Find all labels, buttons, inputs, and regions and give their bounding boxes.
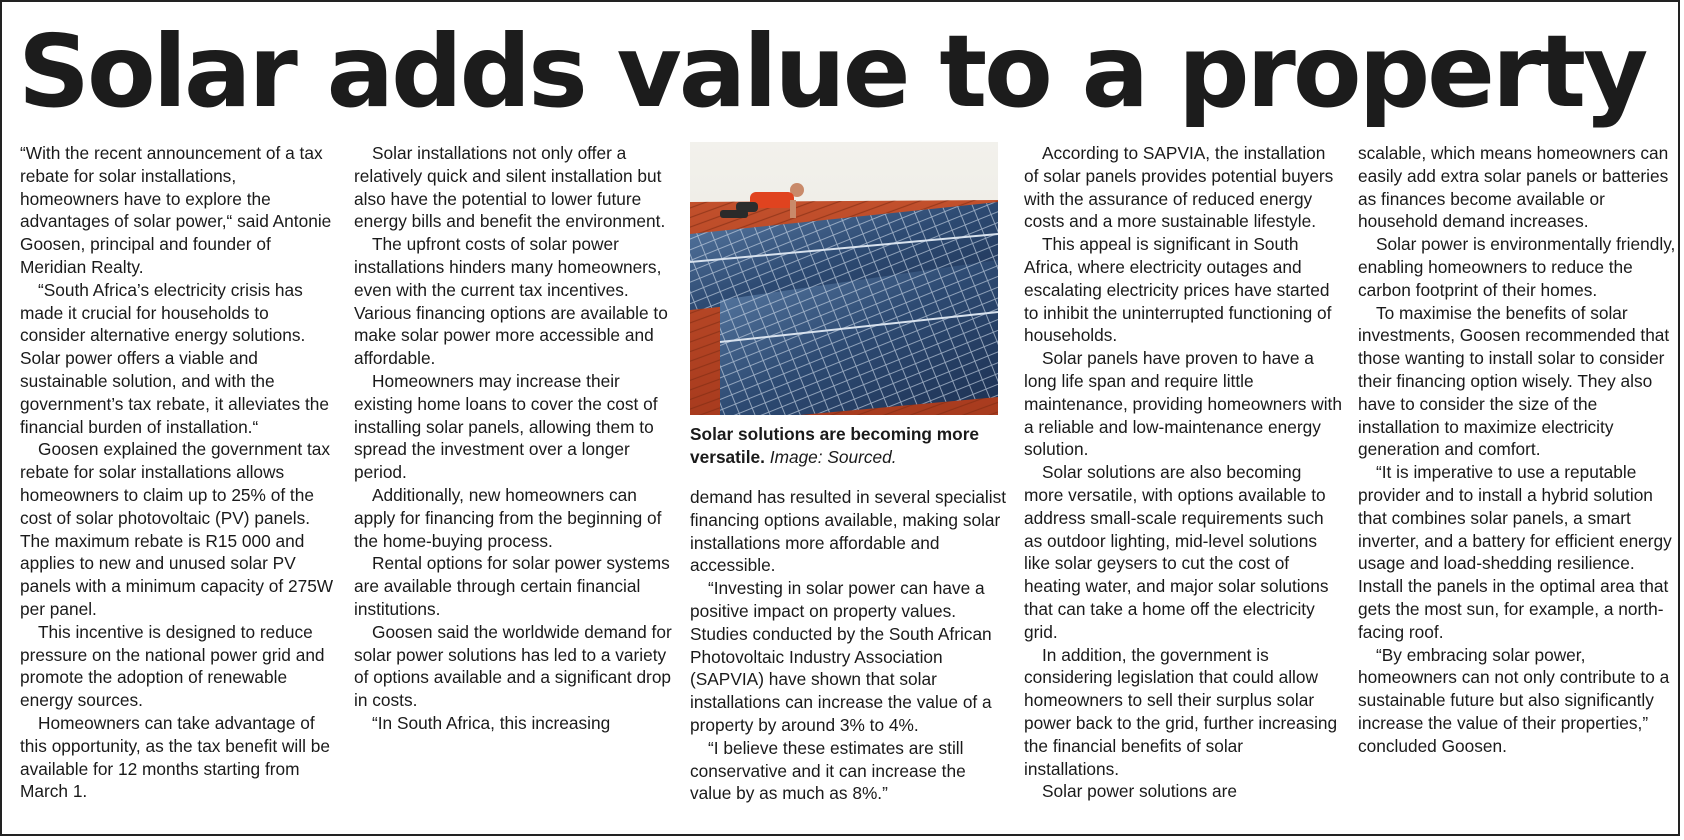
article-column-4	[1024, 142, 1342, 803]
paragraph: In addition, the government is considering legislation that could allow homeowners to sell their surplus solar power back to the grid, further increasing the financial benefits of solar installations.	[1024, 644, 1338, 779]
paragraph: “I believe these estimates are still conservative and it can increase the value by as much as 8%.”	[690, 737, 966, 804]
paragraph: Solar power is environmentally friendly, enabling homeowners to reduce the carbon footprint of their homes.	[1358, 234, 1676, 300]
paragraph: “It is imperative to use a reputable provider and to install a hybrid solution that combines solar panels, a smart inverter, and a battery for efficient energy usage and load-shedding resilience. Install the panels in the optimal area that gets the most sun, for example, a north-facing roof.	[1358, 462, 1672, 642]
paragraph: Solar panels have proven to have a long life span and require little maintenance, providing homeowners with a reliable and low-maintenance energy solution.	[1024, 348, 1342, 460]
paragraph: Homeowners may increase their existing home loans to cover the cost of installing solar panels, allowing them to spread the investment over a longer period.	[354, 370, 658, 483]
article-column-2	[354, 142, 672, 735]
solar-roof-photo	[690, 142, 998, 415]
paragraph: This appeal is significant in South Africa, where electricity outages and escalating electricity prices have started to inhibit the uninterrupted functioning of households.	[1024, 234, 1332, 346]
paragraph: “By embracing solar power, homeowners can not only contribute to a sustainable future but also significantly increase the value of their properties,” concluded Goosen.	[1358, 644, 1670, 756]
paragraph: The upfront costs of solar power installations hinders many homeowners, even with the current tax incentives. Various financing options are available to make solar power more accessible and affordable.	[354, 234, 668, 369]
paragraph: According to SAPVIA, the installation of solar panels provides potential buyers with the assurance of reduced energy costs and a more sustainable lifestyle.	[1024, 143, 1334, 232]
paragraph: To maximise the benefits of solar investments, Goosen recommended that those wanting to install solar to consider their financing option wisely. They also have to consider the size of the installation to maximize electricity generation and comfort.	[1358, 302, 1670, 460]
column-3-body	[690, 486, 1008, 805]
paragraph: Solar solutions are also becoming more versatile, with options available to address small-scale requirements such as outdoor lighting, mid-level solutions like solar geysers to cut the cost of heating water, and major solar solutions that can take a home off the electricity grid.	[1024, 462, 1329, 642]
paragraph: “With the recent announcement of a tax rebate for solar installations, homeowners have to explore the advantages of solar power,“ said Antonie Goosen, principal and founder of Meridian Realty.	[20, 143, 332, 277]
headline: Solar adds value to a property	[18, 13, 1646, 130]
paragraph: demand has resulted in several specialist financing options available, making solar installations more affordable and accessible.	[690, 487, 1007, 576]
paragraph: This incentive is designed to reduce pressure on the national power grid and promote the adoption of renewable energy sources.	[20, 621, 325, 711]
paragraph: Homeowners can take advantage of this opportunity, as the tax benefit will be available for 12 months starting from March 1.	[20, 712, 330, 802]
article-column-1	[20, 142, 338, 803]
paragraph: Goosen explained the government tax rebate for solar installations allows homeowners to claim up to 25% of the cost of solar photovoltaic (PV) panels. The maximum rebate is R15 000 and applies to new and unused solar PV panels with a minimum capacity of 275W per panel.	[20, 439, 334, 619]
paragraph: Solar installations not only offer a relatively quick and silent installation but also have the potential to lower future energy bills and benefit the environment.	[354, 143, 666, 232]
paragraph: Solar power solutions are	[1042, 781, 1237, 802]
paragraph: “Investing in solar power can have a positive impact on property values. Studies conducted by the South African Photovoltaic Industry Association (SAPVIA) have shown that solar installations can increase the value of a property by around 3% to 4%.	[690, 578, 992, 735]
paragraph: scalable, which means homeowners can easily add extra solar panels or batteries as finances become available or household demand increases.	[1358, 143, 1669, 232]
photo-caption	[690, 423, 1010, 469]
article-column-5	[1358, 142, 1676, 758]
paragraph: Rental options for solar power systems are available through certain financial institutions.	[354, 553, 670, 619]
paragraph: Additionally, new homeowners can apply for financing from the beginning of the home-buying process.	[354, 484, 662, 551]
paragraph: “South Africa’s electricity crisis has made it crucial for households to consider alternative energy solutions. Solar power offers a viable and sustainable solution, and with the government’s tax rebate, it alleviates the financial burden of installation.“	[20, 279, 329, 437]
caption-credit: Image: Sourced.	[769, 446, 897, 467]
caption-text: Solar solutions are becoming more versatile.	[690, 424, 980, 467]
paragraph: “In South Africa, this increasing	[372, 712, 611, 733]
paragraph: Goosen said the worldwide demand for solar power solutions has led to a variety of options available and a significant drop in costs.	[354, 621, 672, 711]
